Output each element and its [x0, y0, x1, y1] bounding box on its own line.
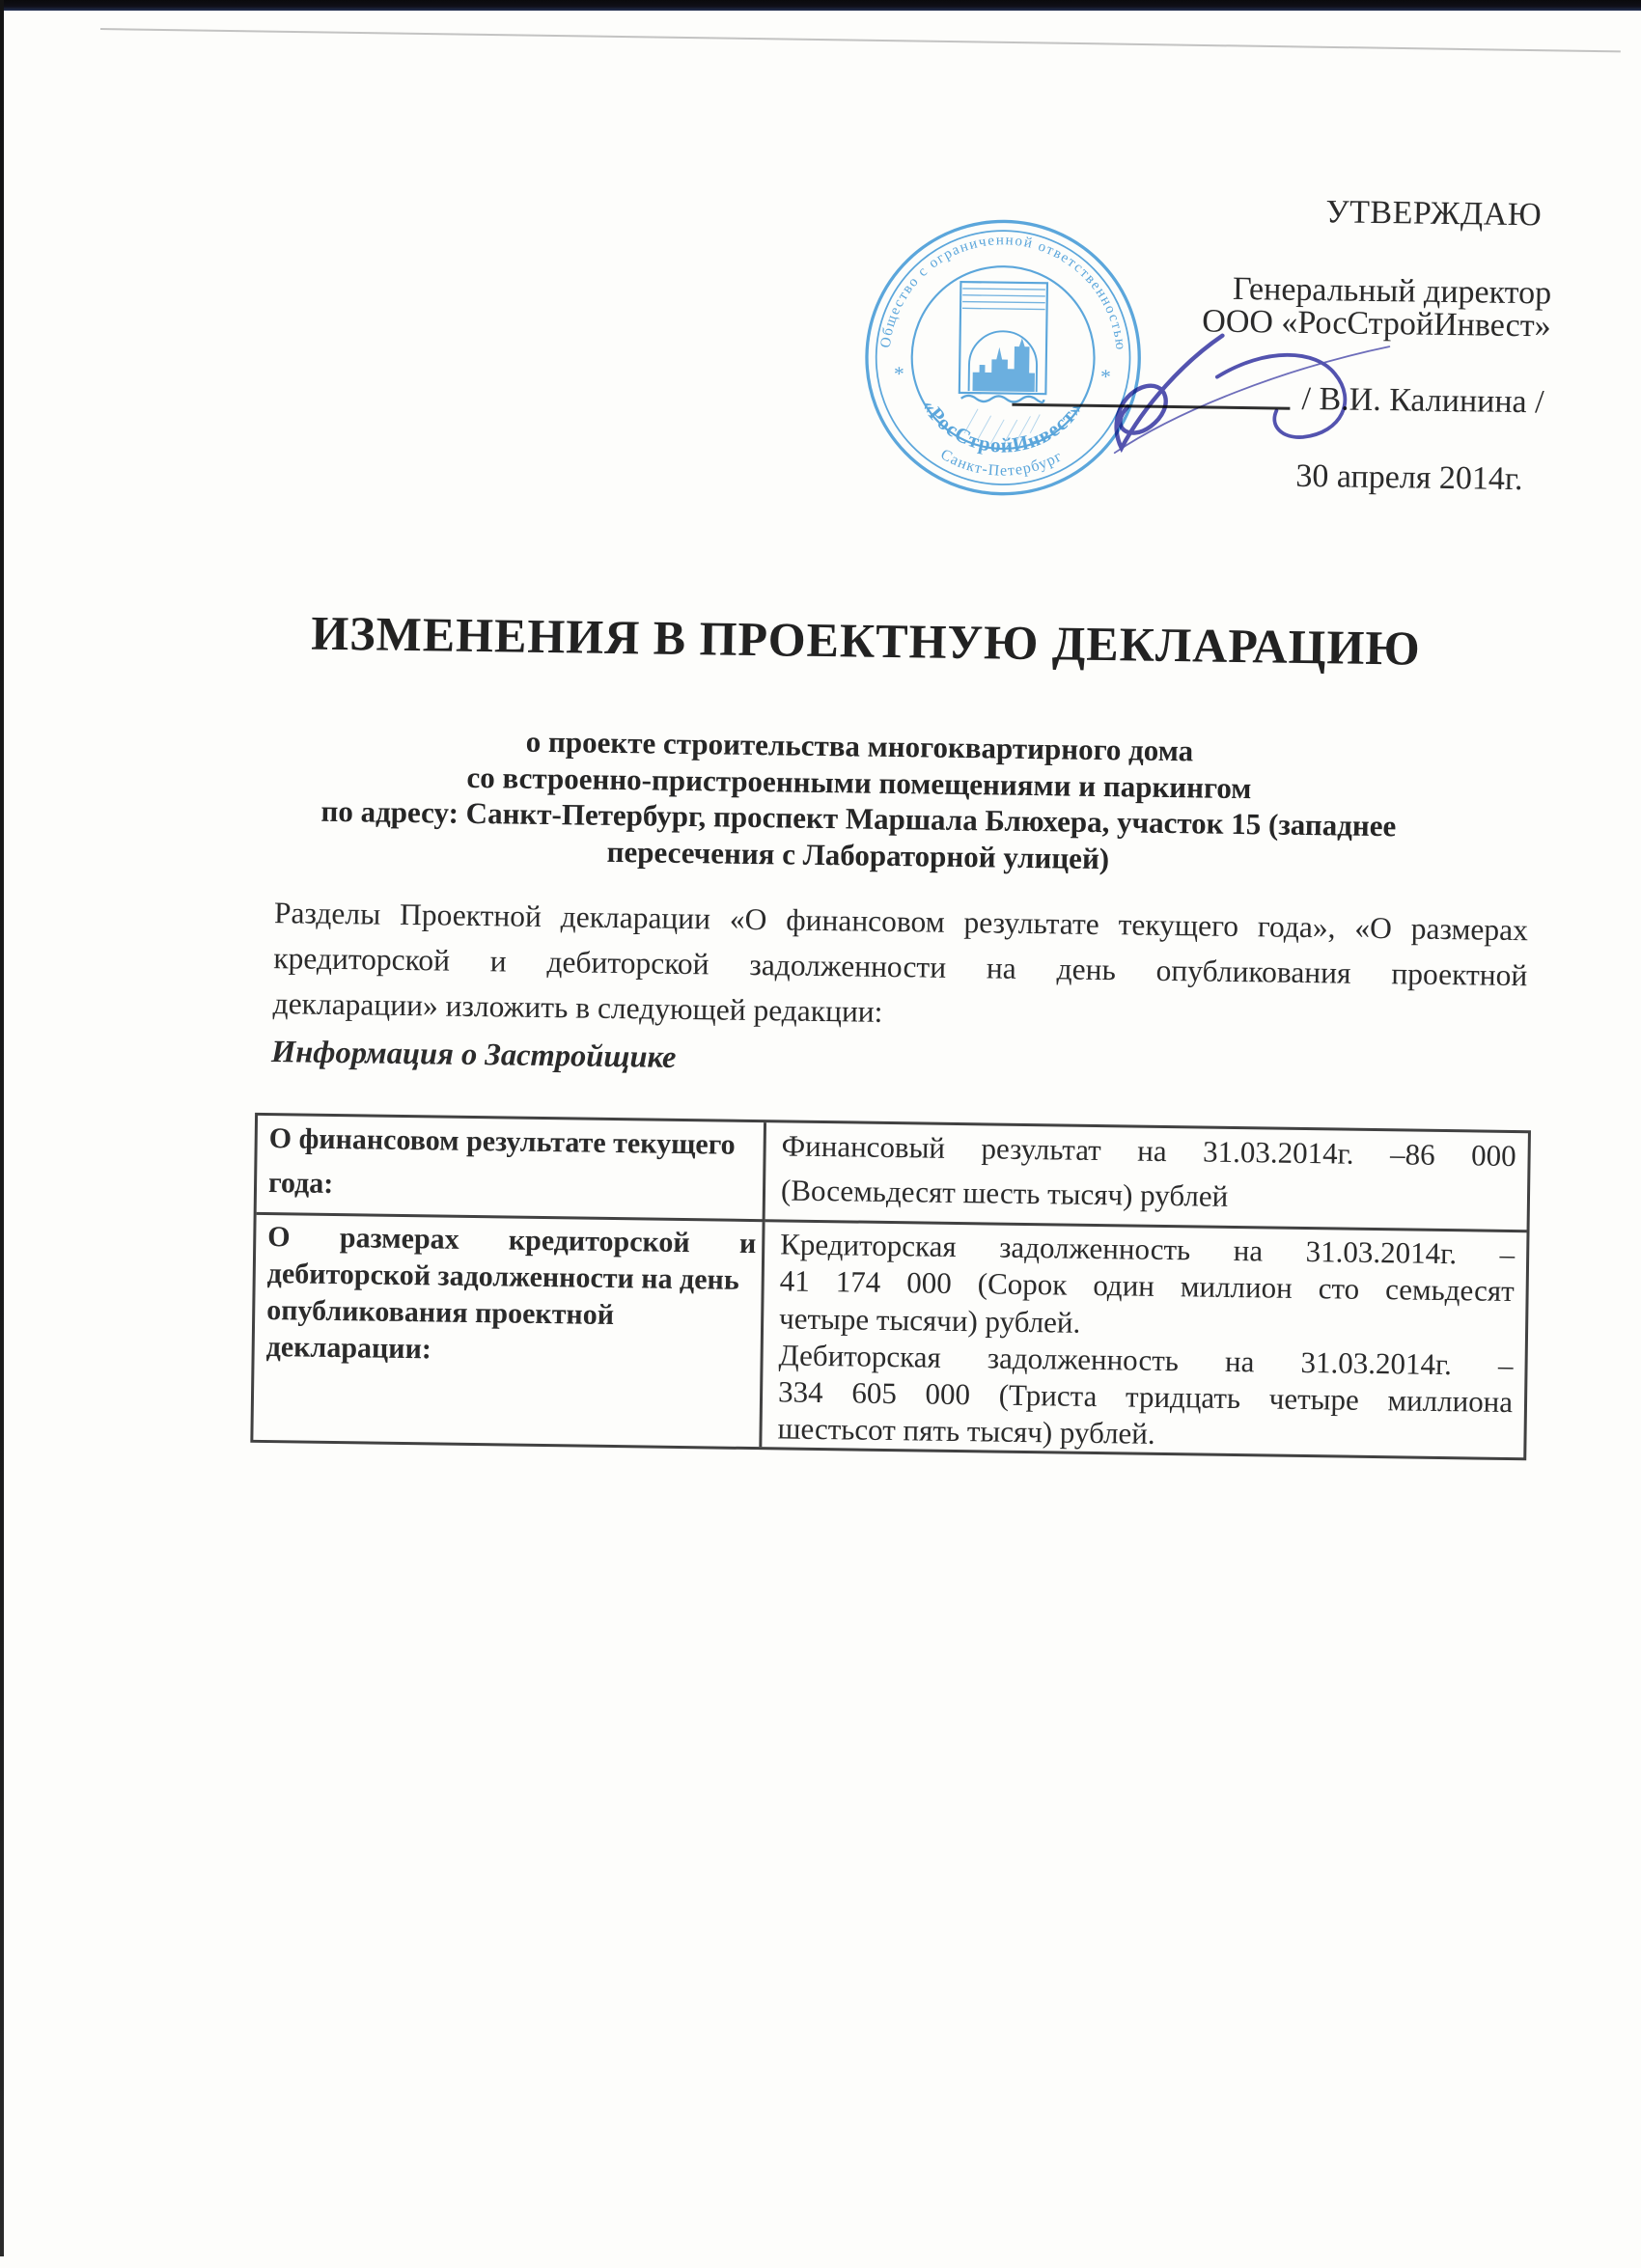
approver-title-line2: ООО «РосСтройИнвест» [1202, 302, 1551, 344]
subtitle-line: по адресу: Санкт-Петербург, проспект Маршала Блюхера, участок 15 (западнее [320, 793, 1397, 844]
handwritten-signature [974, 316, 1459, 486]
table-text-line: О финансовом результате текущего [268, 1122, 736, 1161]
table-text-line: года: [267, 1167, 334, 1200]
approval-label: УТВЕРЖДАЮ [1325, 194, 1543, 234]
document-title: ИЗМЕНЕНИЯ В ПРОЕКТНУЮ ДЕКЛАРАЦИЮ [310, 605, 1422, 676]
subtitle-line: о проекте строительства многоквартирного дома [525, 724, 1194, 768]
intro-line: Разделы Проектной декларации «О финансовом результате текущего года», «О размерах [273, 896, 1529, 948]
table-text-line: шестьсот пять тысяч) рублей. [777, 1411, 1155, 1452]
seal-ring-text: Общество с ограниченной ответственностью [877, 233, 1128, 352]
intro-line: декларации» изложить в следующей редакции: [272, 986, 883, 1029]
table-row1-label-cell [257, 1116, 766, 1222]
table-text-line: Дебиторская задолженность на 31.03.2014г. – [778, 1338, 1514, 1382]
declaration-table [250, 1113, 1531, 1460]
table-text-line: опубликования проектной [266, 1294, 615, 1332]
approver-title-line1: Генеральный директор [1232, 270, 1552, 312]
intro-paragraph [272, 890, 1528, 1043]
seal-city-text: Санкт-Петербург [937, 446, 1066, 480]
table-text-line: 334 605 000 (Триста тридцать четыре миллиона [777, 1374, 1514, 1420]
subtitle-line: со встроенно-пристроенными помещениями и паркингом [466, 760, 1252, 805]
table-text-line: (Восемьдесят шесть тысяч) рублей [780, 1173, 1229, 1213]
table-row2-value-cell [762, 1222, 1526, 1457]
section-heading: Информация о Застройщике [270, 1035, 677, 1075]
table-text-line: Финансовый результат на 31.03.2014г. –86 000 [781, 1128, 1516, 1174]
intro-line: кредиторской и дебиторской задолженности на день опубликования проектной [273, 941, 1528, 993]
approval-date: 30 апреля 2014г. [1295, 457, 1523, 498]
table-text-line: декларации: [265, 1331, 432, 1366]
table-text-line: Кредиторская задолженность на 31.03.2014г. – [780, 1227, 1516, 1272]
seal-star-right: * [1099, 365, 1111, 389]
table-row2-label-cell [253, 1215, 765, 1447]
table-text-line: четыре тысячи) рублей. [778, 1301, 1081, 1340]
seal-company-name: «РосСтройИнвест» [917, 395, 1088, 457]
subtitle-line: пересечения с Лабораторной улицей) [606, 834, 1110, 875]
signatory-name: / В.И. Калинина / [1301, 380, 1544, 421]
table-row1-value-cell [765, 1122, 1528, 1232]
table-text-line: дебиторской задолженности на день [266, 1258, 739, 1296]
seal-star-left: * [893, 362, 904, 386]
table-text-line: О размерах кредиторской и [267, 1221, 757, 1260]
document-subtitle [163, 718, 1555, 882]
table-text-line: 41 174 000 (Сорок один миллион сто семьдесят [779, 1263, 1515, 1309]
